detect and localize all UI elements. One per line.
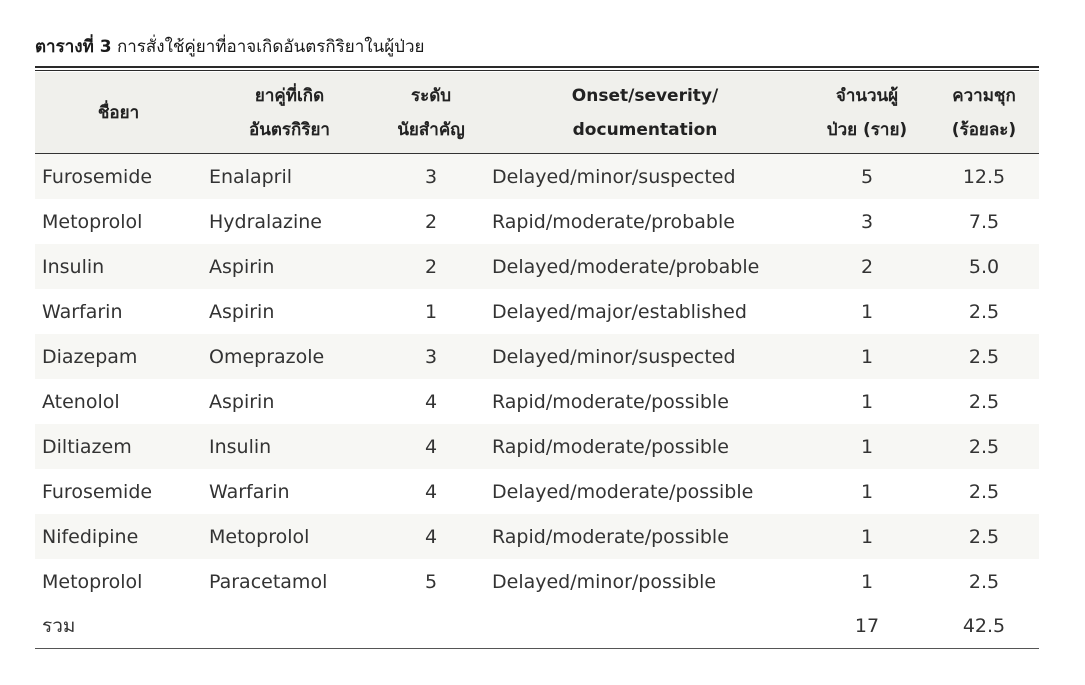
table-row — [35, 379, 1039, 424]
cell-onset-severity: Delayed/major/established — [485, 289, 805, 334]
cell-onset-severity: Delayed/minor/possible — [485, 559, 805, 604]
cell-onset-severity: Rapid/moderate/possible — [485, 424, 805, 469]
header-onset-severity-line-2: documentation — [572, 119, 718, 140]
cell-patient-count: 1 — [805, 469, 929, 514]
cell-interacting-drug: Aspirin — [202, 379, 377, 424]
cell-prevalence: 2.5 — [929, 469, 1039, 514]
cell-drug: Nifedipine — [35, 514, 202, 559]
table-caption-text: การสั่งใช้คู่ยาที่อาจเกิดอันตรกิริยาในผู้ป่วย — [116, 37, 425, 57]
total-prevalence: 42.5 — [929, 604, 1039, 649]
header-significance-level — [377, 72, 485, 154]
cell-onset-severity: Rapid/moderate/probable — [485, 199, 805, 244]
cell-onset-severity: Delayed/moderate/possible — [485, 469, 805, 514]
header-interacting-drug-line-1: ยาคู่ที่เกิด — [254, 85, 325, 106]
header-interacting-drug — [202, 72, 377, 154]
cell-patient-count: 1 — [805, 334, 929, 379]
cell-prevalence: 5.0 — [929, 244, 1039, 289]
header-significance-level-line-1: ระดับ — [410, 85, 452, 106]
header-onset-severity — [485, 72, 805, 154]
cell-patient-count: 1 — [805, 424, 929, 469]
cell-drug: Furosemide — [35, 154, 202, 200]
cell-significance: 4 — [377, 514, 485, 559]
cell-onset-severity: Delayed/minor/suspected — [485, 334, 805, 379]
cell-drug: Insulin — [35, 244, 202, 289]
cell-interacting-drug: Metoprolol — [202, 514, 377, 559]
cell-drug: Metoprolol — [35, 199, 202, 244]
cell-onset-severity: Delayed/moderate/probable — [485, 244, 805, 289]
table-row — [35, 289, 1039, 334]
table-top-rule-inner — [35, 70, 1039, 71]
total-label: รวม — [35, 604, 202, 649]
cell-patient-count: 1 — [805, 514, 929, 559]
table-body — [35, 154, 1039, 649]
header-patient-count-line-2: ป่วย (ราย) — [826, 119, 908, 140]
cell-onset-severity: Delayed/minor/suspected — [485, 154, 805, 200]
cell-drug: Diazepam — [35, 334, 202, 379]
table-header — [35, 72, 1039, 154]
cell-interacting-drug: Enalapril — [202, 154, 377, 200]
table-row — [35, 244, 1039, 289]
table-row — [35, 154, 1039, 200]
cell-drug: Atenolol — [35, 379, 202, 424]
table-row — [35, 559, 1039, 604]
cell-patient-count: 1 — [805, 559, 929, 604]
total-empty-cell — [377, 604, 485, 649]
table-row — [35, 334, 1039, 379]
table-caption-label: ตารางที่ 3 — [35, 37, 112, 57]
cell-interacting-drug: Omeprazole — [202, 334, 377, 379]
cell-patient-count: 1 — [805, 379, 929, 424]
header-patient-count-line-1: จำนวนผู้ — [835, 85, 899, 106]
cell-significance: 3 — [377, 334, 485, 379]
cell-interacting-drug: Insulin — [202, 424, 377, 469]
cell-drug: Furosemide — [35, 469, 202, 514]
cell-significance: 2 — [377, 244, 485, 289]
cell-prevalence: 2.5 — [929, 424, 1039, 469]
cell-patient-count: 1 — [805, 289, 929, 334]
cell-significance: 5 — [377, 559, 485, 604]
cell-significance: 2 — [377, 199, 485, 244]
header-drug-name-line: ชื่อยา — [97, 102, 140, 123]
cell-significance: 3 — [377, 154, 485, 200]
cell-interacting-drug: Aspirin — [202, 244, 377, 289]
total-empty-cell — [202, 604, 377, 649]
cell-prevalence: 2.5 — [929, 289, 1039, 334]
cell-significance: 1 — [377, 289, 485, 334]
cell-drug: Warfarin — [35, 289, 202, 334]
header-prevalence-line-1: ความชุก — [952, 85, 1016, 106]
header-row — [35, 72, 1039, 154]
header-onset-severity-line-1: Onset/severity/ — [571, 85, 719, 106]
header-prevalence-line-2: (ร้อยละ) — [951, 119, 1017, 140]
cell-significance: 4 — [377, 469, 485, 514]
cell-prevalence: 12.5 — [929, 154, 1039, 200]
header-significance-level-line-2: นัยสำคัญ — [397, 119, 465, 140]
header-prevalence — [929, 72, 1039, 154]
cell-interacting-drug: Hydralazine — [202, 199, 377, 244]
cell-interacting-drug: Aspirin — [202, 289, 377, 334]
cell-onset-severity: Rapid/moderate/possible — [485, 514, 805, 559]
cell-patient-count: 3 — [805, 199, 929, 244]
header-drug-name — [35, 72, 202, 154]
cell-drug: Diltiazem — [35, 424, 202, 469]
cell-interacting-drug: Warfarin — [202, 469, 377, 514]
cell-onset-severity: Rapid/moderate/possible — [485, 379, 805, 424]
cell-significance: 4 — [377, 424, 485, 469]
table-top-rule — [35, 66, 1039, 68]
cell-patient-count: 2 — [805, 244, 929, 289]
header-interacting-drug-line-2: อันตรกิริยา — [249, 119, 330, 140]
cell-prevalence: 2.5 — [929, 514, 1039, 559]
cell-significance: 4 — [377, 379, 485, 424]
table-row — [35, 199, 1039, 244]
table-row — [35, 424, 1039, 469]
cell-patient-count: 5 — [805, 154, 929, 200]
cell-interacting-drug: Paracetamol — [202, 559, 377, 604]
interaction-table — [35, 72, 1039, 649]
total-patient-count: 17 — [805, 604, 929, 649]
cell-prevalence: 2.5 — [929, 379, 1039, 424]
cell-prevalence: 7.5 — [929, 199, 1039, 244]
cell-drug: Metoprolol — [35, 559, 202, 604]
cell-prevalence: 2.5 — [929, 559, 1039, 604]
header-patient-count — [805, 72, 929, 154]
table-row — [35, 514, 1039, 559]
total-row — [35, 604, 1039, 649]
cell-prevalence: 2.5 — [929, 334, 1039, 379]
table-row — [35, 469, 1039, 514]
table-caption — [35, 34, 424, 60]
total-empty-cell — [485, 604, 805, 649]
